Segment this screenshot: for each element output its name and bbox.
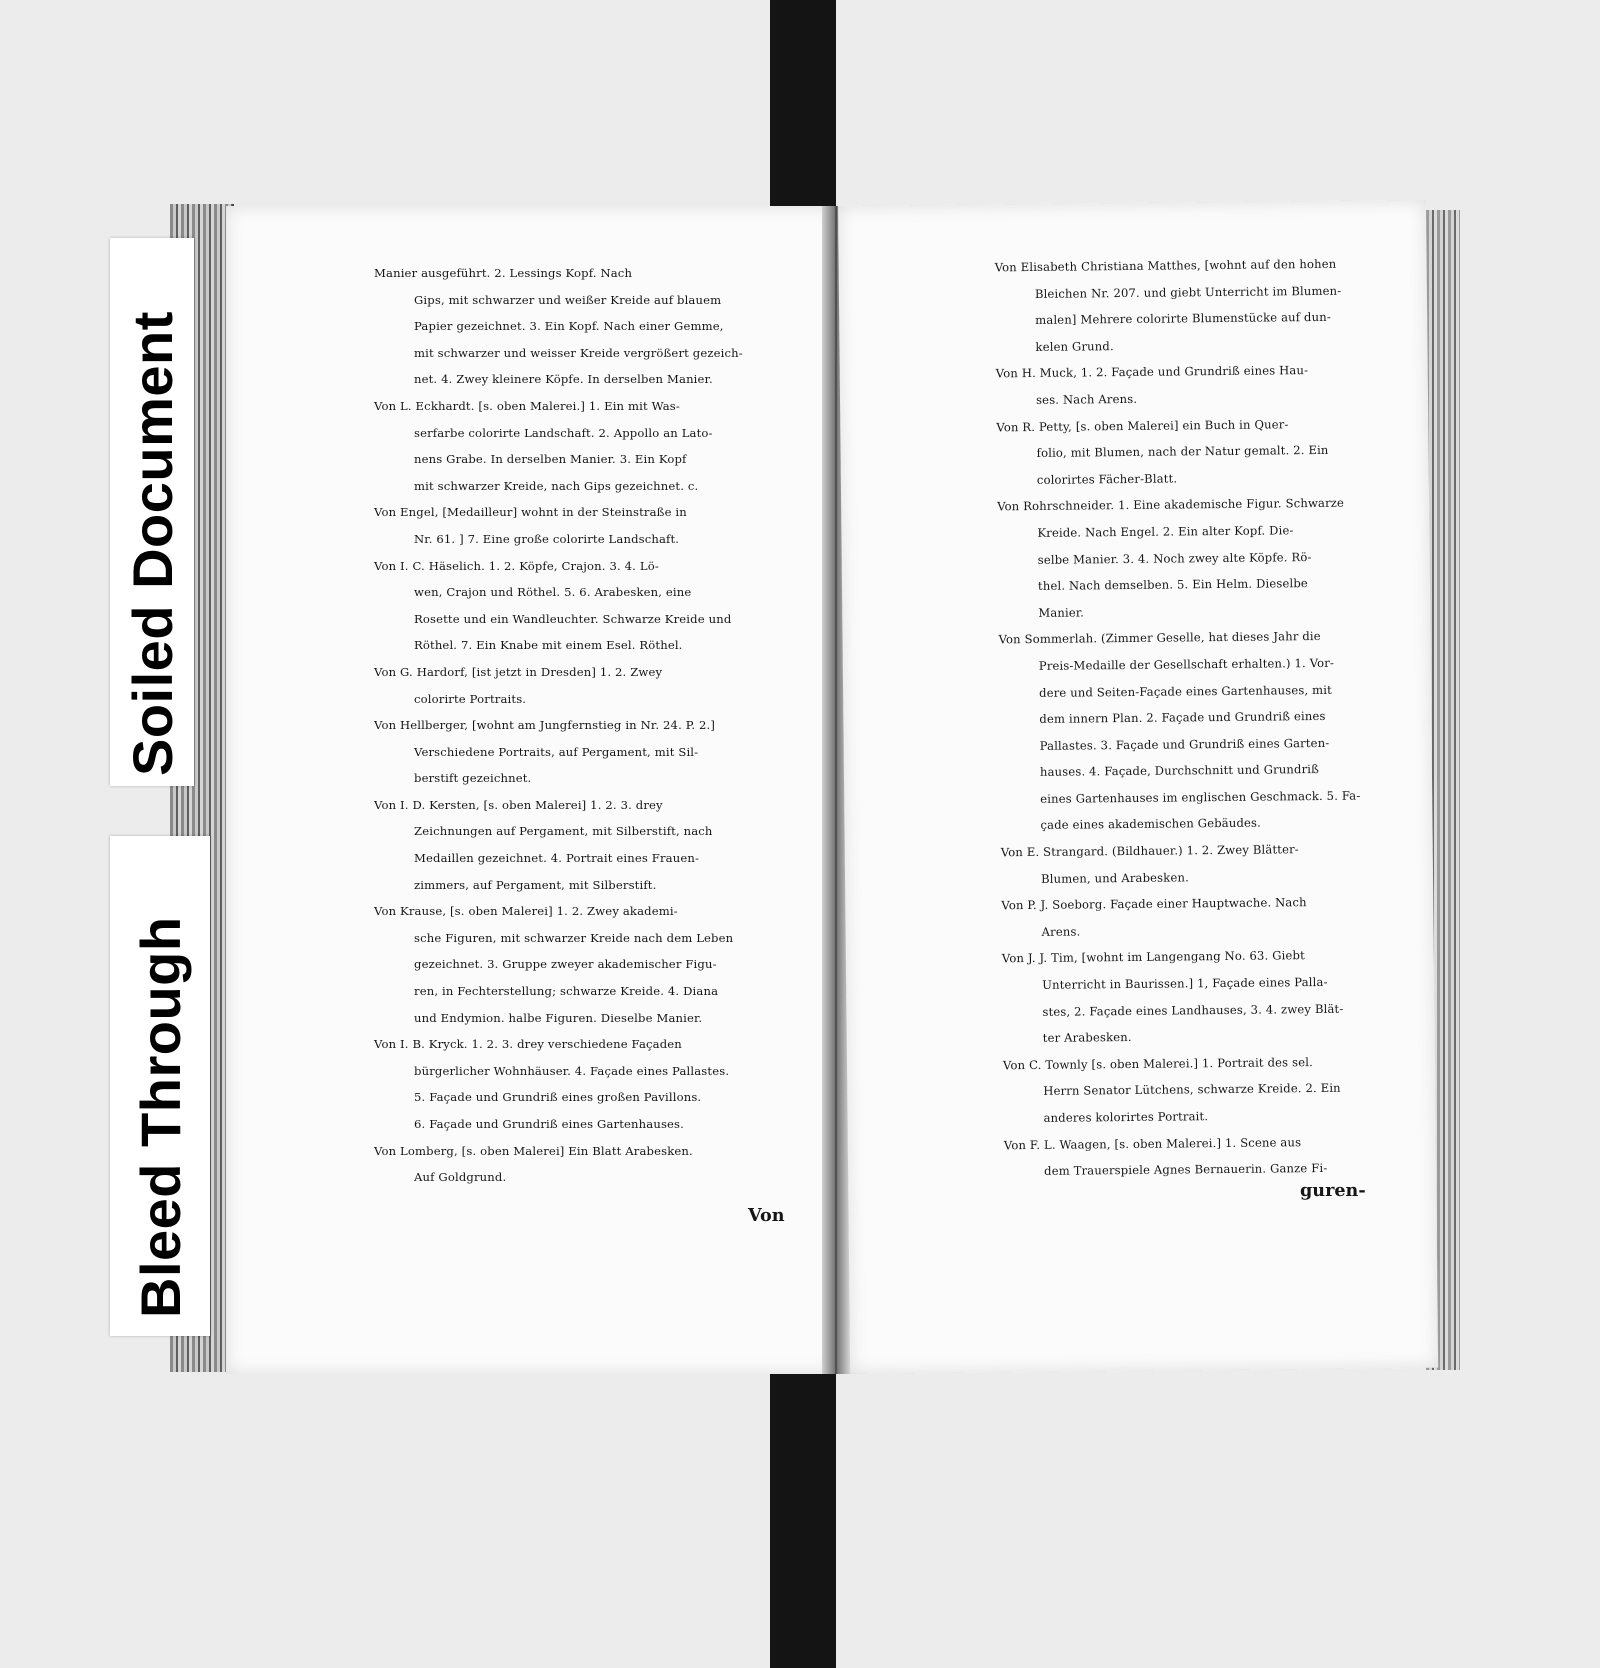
text-line: dem innern Plan. 2. Façade und Grundriß eines xyxy=(1039,709,1326,727)
text-line: Bleichen Nr. 207. und giebt Unterricht im Blumen- xyxy=(1034,283,1342,301)
binding-strap-top xyxy=(770,0,836,212)
text-line: bürgerlicher Wohnhäuser. 4. Façade eines Pallastes. xyxy=(414,1063,730,1078)
text-line: zimmers, auf Pergament, mit Silberstift. xyxy=(414,877,657,892)
text-line: Von Krause, [s. oben Malerei] 1. 2. Zwey akademi- xyxy=(374,904,678,919)
text-line: Von G. Hardorf, [ist jetzt in Dresden] 1. 2. Zwey xyxy=(374,664,663,679)
text-line: Herrn Senator Lütchens, schwarze Kreide. 2. Ein xyxy=(1043,1081,1341,1099)
text-line: Arens. xyxy=(1041,924,1081,939)
text-line: Papier gezeichnet. 3. Ein Kopf. Nach einer Gemme, xyxy=(414,319,724,334)
text-line: Von I. C. Häselich. 1. 2. Köpfe, Crajon. 3. 4. Lö- xyxy=(374,558,659,573)
text-line: ren, in Fechterstellung; schwarze Kreide. 4. Diana xyxy=(414,984,719,999)
text-line: dem Trauerspiele Agnes Bernauerin. Ganze Fi- xyxy=(1044,1161,1328,1179)
text-line: Von I. B. Kryck. 1. 2. 3. drey verschiedene Façaden xyxy=(374,1037,682,1052)
text-line: Von I. D. Kersten, [s. oben Malerei] 1. 2. 3. drey xyxy=(374,797,663,812)
text-line: Pallastes. 3. Façade und Grundriß eines Garten- xyxy=(1039,735,1330,753)
text-line: thel. Nach demselben. 5. Ein Helm. Dieselbe xyxy=(1037,576,1308,594)
text-line: und Endymion. halbe Figuren. Dieselbe Manier. xyxy=(414,1010,703,1025)
text-line: çade eines akademischen Gebäudes. xyxy=(1040,816,1262,833)
text-line: Nr. 61. ] 7. Eine große colorirte Landschaft. xyxy=(414,531,680,546)
label-bleed-through xyxy=(110,836,210,1336)
left-page xyxy=(226,206,838,1374)
text-line: Blumen, und Arabesken. xyxy=(1040,870,1189,886)
text-line: Manier. xyxy=(1038,605,1085,620)
text-line: Von P. J. Soeborg. Façade einer Hauptwache. Nach xyxy=(1001,895,1307,913)
text-line: stes, 2. Façade eines Landhauses, 3. 4. zwey Blät- xyxy=(1042,1001,1344,1019)
text-line: Von J. J. Tim, [wohnt im Langengang No. 63. Giebt xyxy=(1001,948,1305,966)
text-line: mit schwarzer und weisser Kreide vergrößert gezeich- xyxy=(414,345,743,360)
text-line: Gips, mit schwarzer und weißer Kreide auf blauem xyxy=(414,292,722,307)
text-line: Preis-Medaille der Gesellschaft erhalten.) 1. Vor- xyxy=(1038,655,1335,673)
text-line: colorirtes Fächer-Blatt. xyxy=(1036,471,1178,487)
text-line: Zeichnungen auf Pergament, mit Silberstift, nach xyxy=(414,824,713,839)
text-line: sche Figuren, mit schwarzer Kreide nach dem Leben xyxy=(414,930,734,945)
text-line: nens Grabe. In derselben Manier. 3. Ein Kopf xyxy=(414,452,687,467)
text-line: Von F. L. Waagen, [s. oben Malerei.] 1. Scene aus xyxy=(1003,1134,1302,1152)
right-catchword: guren- xyxy=(1300,1180,1366,1201)
text-line: 6. Façade und Grundriß eines Gartenhauses. xyxy=(414,1117,684,1131)
text-line: selbe Manier. 3. 4. Noch zwey alte Köpfe. Rö- xyxy=(1037,549,1312,567)
text-line: anderes kolorirtes Portrait. xyxy=(1043,1109,1209,1125)
text-line: eines Gartenhauses im englischen Geschmack. 5. Fa- xyxy=(1040,788,1361,806)
text-line: Von Rohrschneider. 1. Eine akademische Figur. Schwarze xyxy=(997,496,1345,514)
text-line: Kreide. Nach Engel. 2. Ein alter Kopf. Die- xyxy=(1037,523,1294,540)
text-line: mit schwarzer Kreide, nach Gips gezeichnet. c. xyxy=(414,478,699,493)
text-line: Von Hellberger, [wohnt am Jungfernstieg in Nr. 24. P. 2.] xyxy=(374,718,716,733)
text-line: ses. Nach Arens. xyxy=(1035,391,1138,407)
text-line: Auf Goldgrund. xyxy=(414,1170,507,1185)
text-line: ter Arabesken. xyxy=(1042,1030,1132,1046)
text-line: dere und Seiten-Façade eines Gartenhauses, mit xyxy=(1039,682,1333,700)
text-line: berstift gezeichnet. xyxy=(414,771,532,786)
text-line: serfarbe colorirte Landschaft. 2. Appollo an Lato- xyxy=(414,425,713,440)
label-bleed-text: Bleed Through xyxy=(129,916,192,1318)
text-line: Von Lomberg, [s. oben Malerei] Ein Blatt Arabesken. xyxy=(374,1143,693,1158)
text-line: colorirte Portraits. xyxy=(414,691,527,706)
left-catchword: Von xyxy=(748,1205,785,1226)
text-line: Röthel. 7. Ein Knabe mit einem Esel. Röthel. xyxy=(414,638,683,653)
text-line: 5. Façade und Grundriß eines großen Pavillons. xyxy=(414,1090,702,1105)
text-line: Von C. Townly [s. oben Malerei.] 1. Portrait des sel. xyxy=(1002,1054,1313,1073)
text-line: folio, mit Blumen, nach der Natur gemalt. 2. Ein xyxy=(1036,443,1329,461)
text-line: wen, Crajon und Röthel. 5. 6. Arabesken, eine xyxy=(414,585,692,600)
text-line: malen] Mehrere colorirte Blumenstücke auf dun- xyxy=(1035,310,1331,328)
text-line: Von Sommerlah. (Zimmer Geselle, hat dieses Jahr die xyxy=(998,629,1321,647)
text-line: Verschiedene Portraits, auf Pergament, mit Sil- xyxy=(414,744,699,759)
text-line: Rosette und ein Wandleuchter. Schwarze Kreide und xyxy=(414,611,732,626)
text-line: kelen Grund. xyxy=(1035,338,1114,354)
label-soiled-text: Soiled Document xyxy=(121,311,184,776)
text-line: Von E. Strangard. (Bildhauer.) 1. 2. Zwey Blätter- xyxy=(1000,842,1299,860)
text-line: Unterricht in Baurissen.] 1, Façade eines Palla- xyxy=(1042,974,1328,992)
text-line: gezeichnet. 3. Gruppe zweyer akademischer Figu- xyxy=(414,957,717,972)
label-soiled-document xyxy=(110,238,194,786)
text-line: Von Engel, [Medailleur] wohnt in der Steinstraße in xyxy=(374,505,687,520)
text-line: Von H. Muck, 1. 2. Façade und Grundriß eines Hau- xyxy=(995,363,1309,381)
text-line: net. 4. Zwey kleinere Köpfe. In derselben Manier. xyxy=(414,372,713,387)
text-line: Manier ausgeführt. 2. Lessings Kopf. Nach xyxy=(374,266,633,280)
right-page-text xyxy=(995,248,1600,1185)
text-line: Von R. Petty, [s. oben Malerei] ein Buch in Quer- xyxy=(996,416,1289,434)
open-book xyxy=(170,200,1470,1380)
text-line: hauses. 4. Façade, Durchschnitt und Grundriß xyxy=(1039,762,1320,780)
text-line: Von Elisabeth Christiana Matthes, [wohnt auf den hohen xyxy=(994,256,1337,275)
text-line: Medaillen gezeichnet. 4. Portrait eines Frauen- xyxy=(414,851,700,866)
binding-strap-bottom xyxy=(770,1370,836,1668)
text-line: Von L. Eckhardt. [s. oben Malerei.] 1. Ein mit Was- xyxy=(374,398,680,413)
